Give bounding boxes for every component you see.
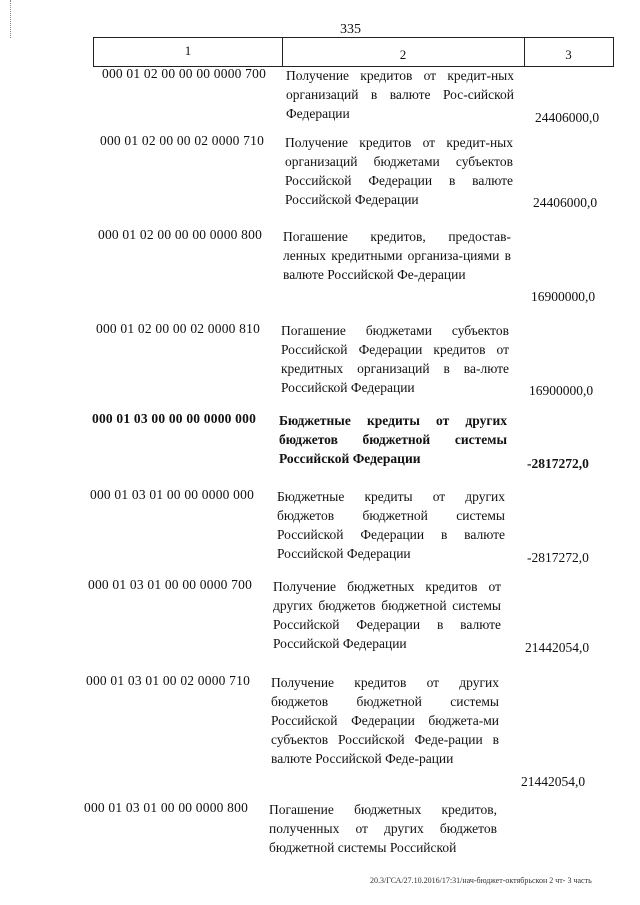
- row-code: 000 01 03 00 00 00 0000 000: [92, 411, 257, 426]
- row-name: Получение кредитов от кредит-ных организаций бюджетами субъектов Российской Федерации в валюте Российской Федерации: [285, 135, 513, 207]
- header-col-2-label: 2: [399, 47, 407, 62]
- row-amount: 16900000,0: [529, 383, 594, 398]
- row-code: 000 01 03 01 00 02 0000 710: [86, 673, 251, 688]
- page-number: 335: [340, 22, 361, 37]
- row-name: Получение кредитов от кредит-ных организаций в валюте Рос-сийской Федерации: [286, 68, 514, 121]
- row-amount: 21442054,0: [525, 640, 590, 655]
- row-code: 000 01 03 01 00 00 0000 800: [84, 800, 249, 815]
- header-col-1-label: 1: [184, 43, 192, 58]
- margin-dotted-line: [10, 0, 12, 38]
- row-amount: 24406000,0: [533, 195, 598, 210]
- header-col-1: [94, 38, 283, 66]
- row-code: 000 01 03 01 00 00 0000 000: [90, 487, 255, 502]
- table-header: [93, 37, 614, 67]
- row-code: 000 01 03 01 00 00 0000 700: [88, 577, 253, 592]
- row-name: Получение кредитов от других бюджетов бюджетной системы Российской Федерации бюджета-ми субъектов Российской Феде-рации в валюте Российской Феде-рации: [271, 675, 499, 766]
- header-col-2: [282, 38, 525, 66]
- row-name: Погашение бюджетных кредитов, полученных от других бюджетов бюджетной системы Российской: [269, 802, 497, 855]
- row-name: Получение бюджетных кредитов от других бюджетов бюджетной системы Российской Федерации в валюте Российской Федерации: [273, 579, 501, 651]
- row-amount: 16900000,0: [531, 289, 596, 304]
- row-name: Погашение бюджетами субъектов Российской Федерации кредитов от кредитных организаций в ва-люте Российской Федерации: [281, 323, 509, 395]
- row-name: Бюджетные кредиты от других бюджетов бюджетной системы Российской Федерации: [279, 413, 507, 466]
- row-amount: -2817272,0: [527, 456, 589, 471]
- row-code: 000 01 02 00 00 00 0000 700: [102, 66, 267, 81]
- row-amount: -2817272,0: [527, 550, 589, 565]
- document-footer: 20.3/ГСА/27.10.2016/17:31/нач-бюджет-октябрьскон 2 чт- 3 часть: [370, 876, 592, 885]
- row-amount: 24406000,0: [535, 110, 600, 125]
- row-name: Погашение кредитов, предостав-ленных кредитными организа-циями в валюте Российской Фе-дерации: [283, 229, 511, 282]
- row-code: 000 01 02 00 00 02 0000 810: [96, 321, 261, 336]
- header-col-3-label: 3: [565, 47, 572, 62]
- row-name: Бюджетные кредиты от других бюджетов бюджетной системы Российской Федерации в валюте Российской Федерации: [277, 489, 505, 561]
- row-amount: 21442054,0: [521, 774, 586, 789]
- row-code: 000 01 02 00 00 02 0000 710: [100, 133, 265, 148]
- header-col-3: [524, 38, 613, 66]
- row-code: 000 01 02 00 00 00 0000 800: [98, 227, 263, 242]
